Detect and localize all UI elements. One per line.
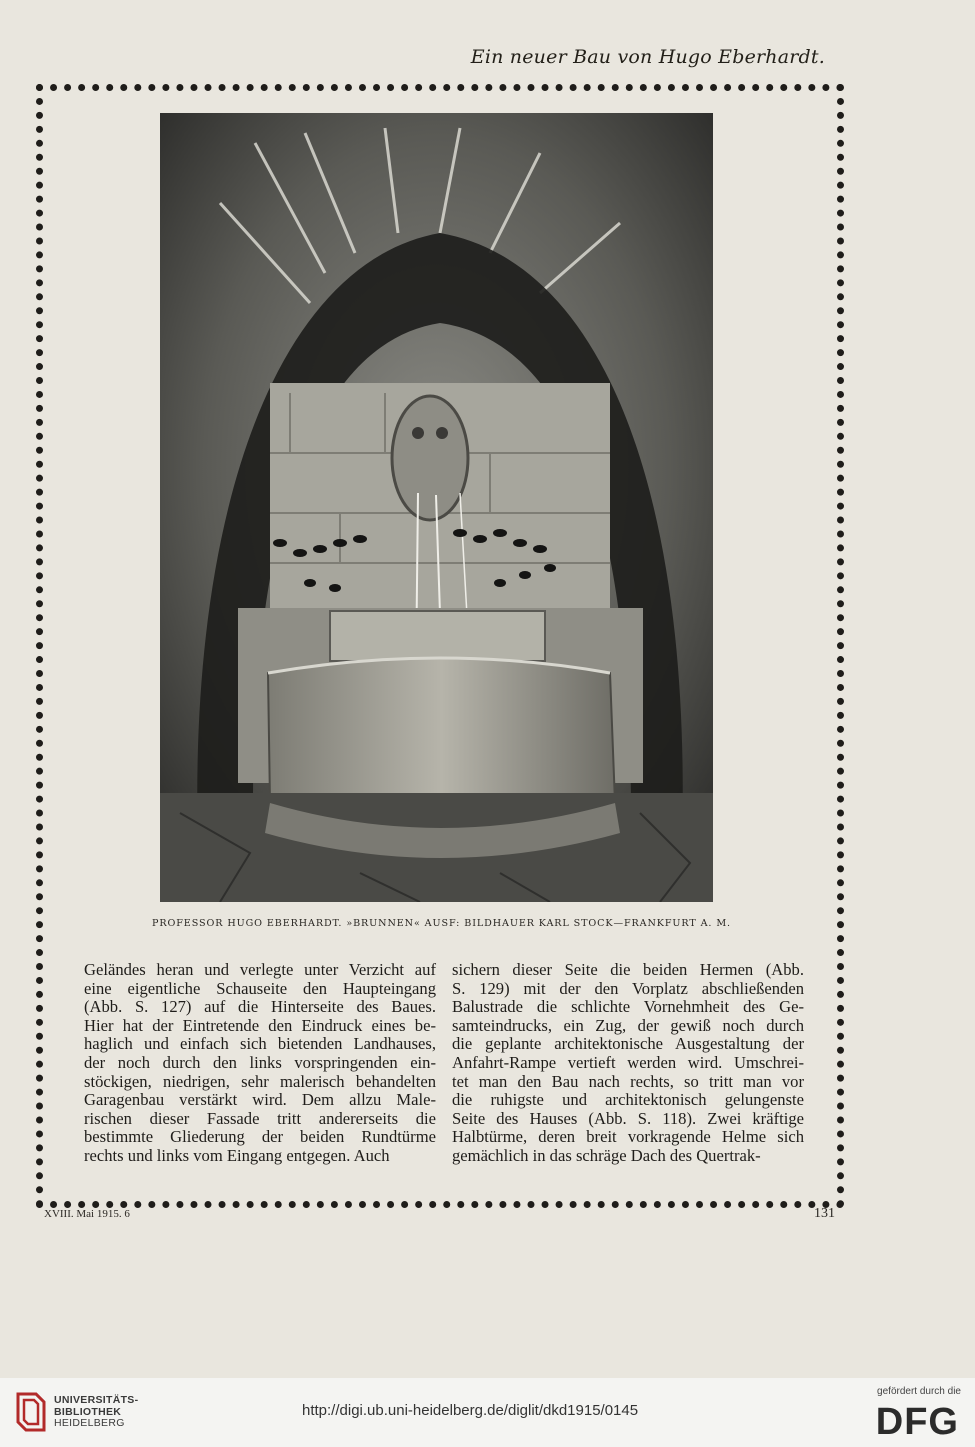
running-head: Ein neuer Bau von Hugo Eberhardt.	[470, 46, 825, 68]
text-line: samteindrucks, ein Zug, der gewiß noch durch	[452, 1015, 804, 1035]
source-url-link[interactable]: http://digi.ub.uni-heidelberg.de/diglit/dkd1915/0145	[302, 1402, 639, 1419]
text-line: Hier hat der Eintretende den Eindruck eines be-	[84, 1015, 436, 1035]
text-line: haglich und einfach sich bietenden Landhauses,	[84, 1034, 436, 1054]
text-line: Halbtürme, deren breit vorkragende Helme sich	[452, 1127, 804, 1147]
text-line: Geländes heran und verlegte unter Verzicht auf	[84, 960, 436, 979]
text-line: eine eigentliche Schauseite den Haupteingang	[84, 978, 436, 998]
text-line: Anfahrt-Rampe vertieft werden wird. Umschrei-	[452, 1052, 804, 1072]
text-line: Balustrade die schlichte Vornehmheit des Ge-	[452, 997, 804, 1017]
library-name-line: HEIDELBERG	[54, 1417, 125, 1429]
digitization-footer	[0, 1378, 975, 1447]
library-name-line: BIBLIOTHEK	[54, 1405, 122, 1418]
library-name[interactable]	[54, 1395, 138, 1430]
library-logo-icon[interactable]	[14, 1390, 48, 1434]
text-line: bestimmte Gliederung der beiden Rundtürme	[84, 1127, 436, 1147]
dfg-logo[interactable]: DFG	[875, 1401, 959, 1443]
text-line: rechts und links vom Eingang entgegen. Auch	[84, 1145, 390, 1165]
text-line: Garagenbau verstärkt wird. Dem allzu Male-	[84, 1090, 436, 1110]
text-line: rischen dieser Fassade tritt andererseits die	[84, 1108, 436, 1128]
volume-issue-marker: XVIII. Mai 1915. 6	[44, 1208, 130, 1220]
text-line: S. 129) mit der den Vorplatz abschließenden	[452, 978, 804, 998]
text-line: stöckigen, niedrigen, sehr malerisch behandelten	[84, 1071, 436, 1091]
funded-by-label: gefördert durch die	[877, 1386, 961, 1397]
text-line: die ruhigste und architektonisch gelungenste	[452, 1090, 804, 1110]
text-line: gemächlich in das schräge Dach des Quertrak-	[452, 1145, 761, 1165]
library-name-line: UNIVERSITÄTS-	[54, 1394, 139, 1406]
page-number: 131	[814, 1206, 835, 1221]
text-line: sichern dieser Seite die beiden Hermen (Abb.	[452, 960, 804, 979]
text-line: die geplante architektonische Ausgestaltung der	[452, 1034, 804, 1054]
text-line: der noch durch den links vorspringenden ein-	[84, 1052, 436, 1072]
text-column-right	[452, 961, 804, 1166]
fountain-image	[160, 113, 713, 902]
text-line: tet man den Bau nach rechts, so tritt man vor	[452, 1071, 804, 1091]
text-line: (Abb. S. 127) auf die Hinterseite des Baues.	[84, 997, 436, 1017]
text-line: Seite des Hauses (Abb. S. 118). Zwei kräftige	[452, 1108, 804, 1128]
text-column-left	[84, 961, 436, 1166]
fountain-photograph	[160, 113, 713, 902]
figure-caption: PROFESSOR HUGO EBERHARDT. »BRUNNEN« AUSF: BILDHAUER KARL STOCK—FRANKFURT A. M.	[152, 918, 732, 929]
